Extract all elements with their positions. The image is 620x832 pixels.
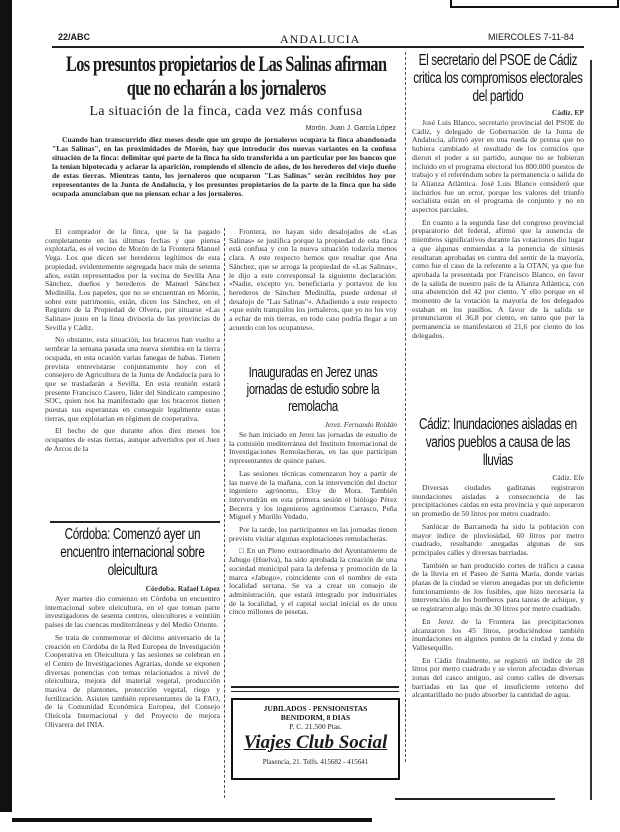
ad-line: BENIDORM, 8 DIAS xyxy=(280,713,351,722)
cordoba-body xyxy=(45,595,220,776)
cordoba-headline: Córdoba: Comenzó ayer un encuentro internacional sobre oleicultura xyxy=(60,526,205,579)
travel-advertisement xyxy=(231,698,400,780)
ad-brand-logo: Viajes Club Social xyxy=(243,732,388,753)
main-lead xyxy=(52,135,396,225)
lead-paragraph: Cuando han transcurrido diez meses desde que un grupo de jornaleros ocupara la finca abandonada "Las Salinas", en las proximidades de Morón, hay que introducir dos nuevas variantes en la confusa situación de la finca: delimitar qué parte de la finca ha sido transferida a un particular por los bancos que la tenían hipotecada y aclarar la aparición, rompiendo el silencio de años, de los herederos del viejo dueño de estas tierras. Mientras tanto, los jornaleros que ocuparon "Las Salinas" serán recibidos hoy por representantes de la Junta de Andalucía, y los presuntos propietarios de la parte de la finca que ha sido ocupada anunciaban que no piensan echar a los jornaleros. xyxy=(52,135,396,198)
ad-address: Plasencia, 21. Telfs. 415682 - 415641 xyxy=(262,758,369,766)
paragraph: Se trata de conmemorar el décimo aniversario de la creación en Córdoba de la Red Europea de Investigación Cooperativa en Oleicultura y las sesiones se celebran en el Centro de Investigaciones Agrarias, donde se exponen diversas ponencias con temas relacionados a nivel de oleicultura, mejora del material vegetal, producción masiva de plantones, protección vegetal, riego y fertilización. Asisten también representantes de la FAO, de la Comunidad Económica Europea, del Consejo Oleícola Internacional y del Proyecto de mejora Olivarera del INIA. xyxy=(45,632,220,729)
brief-text: En un Pleno extraordinario del Ayuntamiento de Jabugo (Huelva), ha sido aprobada la creación de una sociedad municipal para la defensa y promoción de la marca «Jabugo», coincidente con el nombre de esta localidad serrana. Se va a crear un consejo de administración, que estará integrado por industriales de la localidad, y el capital social inicial es de unos cinco millones de pesetas. xyxy=(229,546,397,617)
main-headline: Los presuntos propietarios de Las Salinas afirman que no echarán a los jornaleros xyxy=(65,51,387,100)
psoe-headline: El secretario del PSOE de Cádiz critica los compromisos electorales del partido xyxy=(413,52,583,105)
column-divider xyxy=(224,228,225,798)
paragraph: En cuanto a la segunda fase del congreso provincial preparatorio del federal, afirmó que la ausencia de miembros significativos durante las votaciones dio lugar a que algunas enmiendas a la ponencia de síntesis resultaran aprobadas en contra del sentir de la mayoría, como fue el caso de la referente a la OTAN, ya que fue aprobada la presentada por Francisco Blanco, en favor de la salida de nuestro país de la Alianza Atlántica, con una abstención del 42 por ciento. Y ello porque en el momento de la votación la mayoría de los delegados estaban en los pasillos. A favor de la salida se pronunciaron el 36,8 por ciento, en tanto que por la permanencia se manifestaron el 21,6 por ciento de los delegados. xyxy=(412,217,584,340)
cadiz-body xyxy=(412,484,584,761)
paragraph: Diversas ciudades gaditanas registraron inundaciones aisladas a consecuencia de las precipitaciones caídas en esta provincia y que superaron un promedio de 50 litros por metro cuadrado. xyxy=(412,484,584,519)
main-byline: Morón. Juan J. García López xyxy=(305,125,396,132)
page-number: 22/ABC xyxy=(58,32,91,42)
cadiz-byline: Cádiz. Efe xyxy=(552,473,584,482)
jerez-byline: Jerez. Fernando Roldán xyxy=(324,420,397,429)
paragraph: En Jerez de la Frontera las precipitaciones alcanzaron los 45 litros, produciéndose también inundaciones en algunos puntos de la ciudad y zona de Vallesequillo. xyxy=(412,616,584,652)
paragraph: El comprador de la finca, que la ha pagado completamente en las últimas fechas y que piensa explotarla, es el vecino de Morón de la Frontera Manuel Vega. Los que dicen ser herederos legítimos de esta propiedad, evidentemente segregada hace más de setenta años, están representados por la vecina de Sevilla Ana Sánchez, dueños y herederos de Manuel Sánchez Medinilla. Los papeles, que no se encuentran en Morón, sobre este patrimonio, están, dicen los Sánchez, en el Registro de la Propiedad de Olvera, por situarse «Las Salinas» justo en la línea divisoria de las provincias de Sevilla y Cádiz. xyxy=(45,228,220,332)
issue-date: MIERCOLES 7-11-84 xyxy=(488,32,574,42)
paragraph: También se han producido cortes de tráfico a causa de la lluvia en el Paseo de Santa María, donde varias plazas de la ciudad se vieron anegadas por un deficiente funcionamiento de los fusibles, que hizo necesaria la intervención de los bomberos para tareas de achique, y se registraron algo más de 30 litros por metro cuadrado. xyxy=(412,560,584,614)
paragraph: Por la tarde, los participantes en las jornadas tienen previsto visitar algunas explotaciones remolacheras. xyxy=(229,525,397,543)
section-rule xyxy=(50,521,220,523)
page-edge-line xyxy=(590,60,592,800)
column-divider xyxy=(405,52,406,762)
paragraph: En Cádiz finalmente, se registró un índice de 28 litros por metro cuadrado y se vieron afectadas diversas zonas del casco antiguo, así como calles de diversas barriadas en las que el insuficiente retorno del alcantarillado no pudo absorber la cantidad de agua. xyxy=(412,655,584,700)
psoe-byline: Cádiz. EP xyxy=(551,108,584,117)
main-subheadline: La situación de la finca, cada vez más confusa xyxy=(89,104,363,119)
header-rule xyxy=(52,46,584,48)
scan-top-frame xyxy=(450,0,619,8)
bottom-rule xyxy=(395,798,555,800)
main-column-2 xyxy=(229,228,397,356)
brief-box-icon: □ xyxy=(239,546,247,556)
paragraph: No obstante, esta situación, los braceros han vuelto a sembrar la semana pasada una nueva siembra en la tierra ocupada, en esta ocasión varias fanegas de habas. Tienen prevista entrevistarse conjuntamente hoy con el consejero de Agricultura de la Junta de Andalucía para lo que se trasladarán a Sevilla. En esta reunión estará presente Francisco Casero, líder del Sindicato campesino SOC, quien nos ha manifestado que los braceros tienen puestas sus esperanzas en conseguir legalmente estas tierras, que explotarían en régimen de cooperativa. xyxy=(45,335,220,423)
paragraph: Las sesiones técnicas comenzaron hoy a partir de las nueve de la mañana, con la intervención del doctor ingeniero agrónomo, Eloy de Mora. También intervendrán en esta primera sesión el biólogo Pérez Becerra y los ingenieros agrónomos Carrasco, Peña Miguel y Murillo Vedado. xyxy=(229,468,397,522)
ad-price: P. C. 21.500 Ptas. xyxy=(289,722,342,731)
paragraph: Ayer martes dio comienzo en Córdoba un encuentro internacional sobre oleicultura, en el que toman parte investigadores de sesenta centros, oleicultores e veintiún países de las cuencas mediterráneas y del Medio Oriente. xyxy=(45,595,220,630)
jerez-headline: Inauguradas en Jerez unas jornadas de estudio sobre la remolacha xyxy=(246,364,380,415)
bottom-thick-rule xyxy=(12,818,372,822)
paragraph: José Luis Blanco, secretario provincial del PSOE de Cádiz, y delegado de Gobernación de la Junta de Andalucía, afirmó ayer en una rueda de prensa que no hubiera cambiado el resultado de los comicios que dieron el poder a su partido, aunque no se hubieran incluido en el programa electoral los 800.000 puestos de trabajo y el referéndum sobre la permanencia o salida de la Alianza Atlántica. José Luis Blanco consideró que incluirlos fue un error, porque los valores del triunfo socialista están en el programa de conjunto y no en aspectos parciales. xyxy=(412,119,584,215)
section-title: ANDALUCIA xyxy=(280,32,361,46)
paragraph: Se han iniciado en Jerez las jornadas de estudio de la comisión mediterránea del Instituto Internacional de Investigaciones Remolacheras, en las que participan representantes de quince países. xyxy=(229,431,397,466)
psoe-body xyxy=(412,119,584,410)
ad-rule xyxy=(231,691,399,692)
ad-line: JUBILADOS - PENSIONISTAS xyxy=(263,704,368,713)
brief-paragraph xyxy=(229,547,397,617)
paragraph: Sanlúcar de Barrameda ha sido la población con mayor índice de pluviosidad, 60 litros por metro cuadrado, resultando anegadas algunas de sus principales calles y diversas barriadas. xyxy=(412,521,584,557)
ad-rule xyxy=(231,686,399,688)
paragraph: Frontera, no hayan sido desalojados de «Las Salinas» se justifica porque la propiedad de esta finca está confusa y con la nueva situación todavía menos clara. A este respecto hemos que resaltar que Ana Sánchez, que se arroga la propiedad de «Las Salinas», le dijo a este corresponsal la siguiente declaración: «Nadie, excepto yo, beneficiaria y portavoz de los herederos de Sánchez Medinilla, puede ordenar el desalojo de "Las Salinas"». Añadiendo a este respecto «que estén tranquilos los jornaleros, que yo no los voy a echar de mis tierras, en todo caso podría llegar a un acuerdo con los ocupantes». xyxy=(229,228,397,332)
cordoba-byline: Córdoba. Rafael López xyxy=(145,584,220,593)
cadiz-headline: Cádiz: Inundaciones aisladas en varios pueblos a causa de las lluvias xyxy=(418,416,577,469)
jerez-body xyxy=(229,431,397,671)
paragraph: El hecho de que durante años diez meses los ocupantes de estas tierras, aunque advertidos por el Juez de Arcos de la xyxy=(45,426,220,453)
scan-edge-bar xyxy=(0,0,12,812)
main-column-1 xyxy=(45,228,220,516)
